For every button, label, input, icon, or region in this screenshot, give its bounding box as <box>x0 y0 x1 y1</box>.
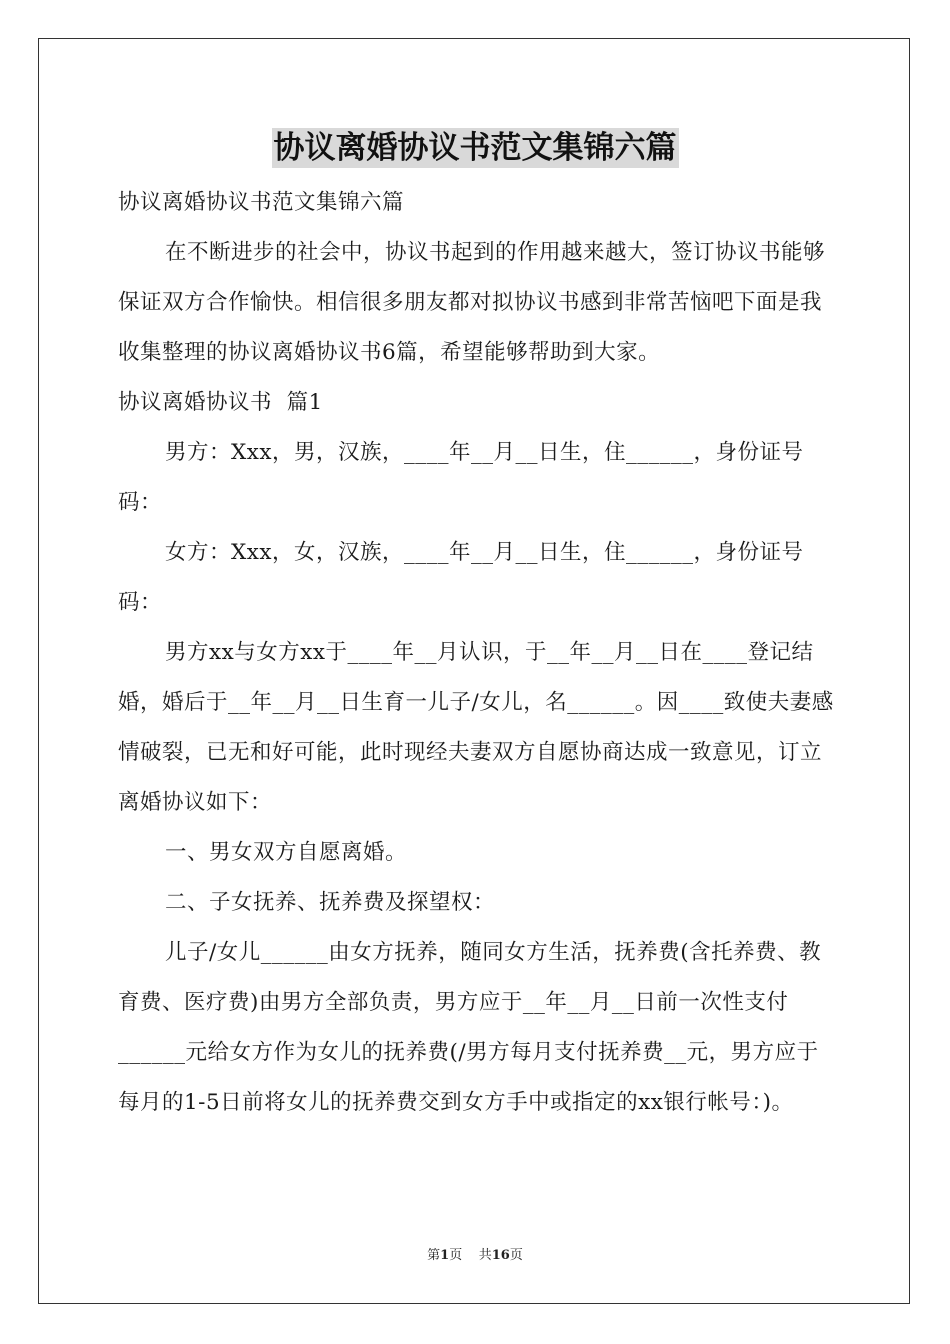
male-party-paragraph: 男方：Xxx，男，汉族，____年__月__日生，住______，身份证号码： <box>118 440 804 515</box>
page-number: 1 <box>440 1248 450 1263</box>
page-prefix: 第 <box>427 1248 441 1263</box>
total-prefix: 共 <box>478 1248 492 1263</box>
page-suffix: 页 <box>449 1248 463 1263</box>
document-body <box>118 178 838 1128</box>
female-party-paragraph: 女方：Xxx，女，汉族，____年__月__日生，住______，身份证号码： <box>118 540 804 615</box>
clause-2-detail: 儿子/女儿______由女方抚养，随同女方生活，抚养费(含托养费、教育费、医疗费)由男方全部负责，男方应于__年__月__日前一次性支付______元给女方作为女儿的抚养费(/男方每月支付抚养费__元，男方应于每月的1-5日前将女儿的抚养费交到女方手中或指定的xx银行帐号：)。 <box>118 940 822 1115</box>
background-paragraph: 男方xx与女方xx于____年__月认识，于__年__月__日在____登记结婚，婚后于__年__月__日生育一儿子/女儿，名______。因____致使夫妻感情破裂，已无和好可能，此时现经夫妻双方自愿协商达成一致意见，订立离婚协议如下： <box>118 640 834 815</box>
section-heading: 协议离婚协议书 篇1 <box>118 390 323 415</box>
document-title: 协议离婚协议书范文集锦六篇 <box>273 130 677 166</box>
intro-paragraph: 在不断进步的社会中，协议书起到的作用越来越大，签订协议书能够保证双方合作愉快。相信很多朋友都对拟协议书感到非常苦恼吧下面是我收集整理的协议离婚协议书6篇，希望能够帮助到大家。 <box>118 240 826 365</box>
clause-2: 二、子女抚养、抚养费及探望权： <box>165 890 496 915</box>
page-footer <box>0 1246 950 1266</box>
clause-1: 一、男女双方自愿离婚。 <box>165 840 408 865</box>
title-container <box>0 128 950 168</box>
total-pages: 16 <box>491 1248 510 1263</box>
subtitle-line: 协议离婚协议书范文集锦六篇 <box>118 190 405 215</box>
total-suffix: 页 <box>509 1248 523 1263</box>
